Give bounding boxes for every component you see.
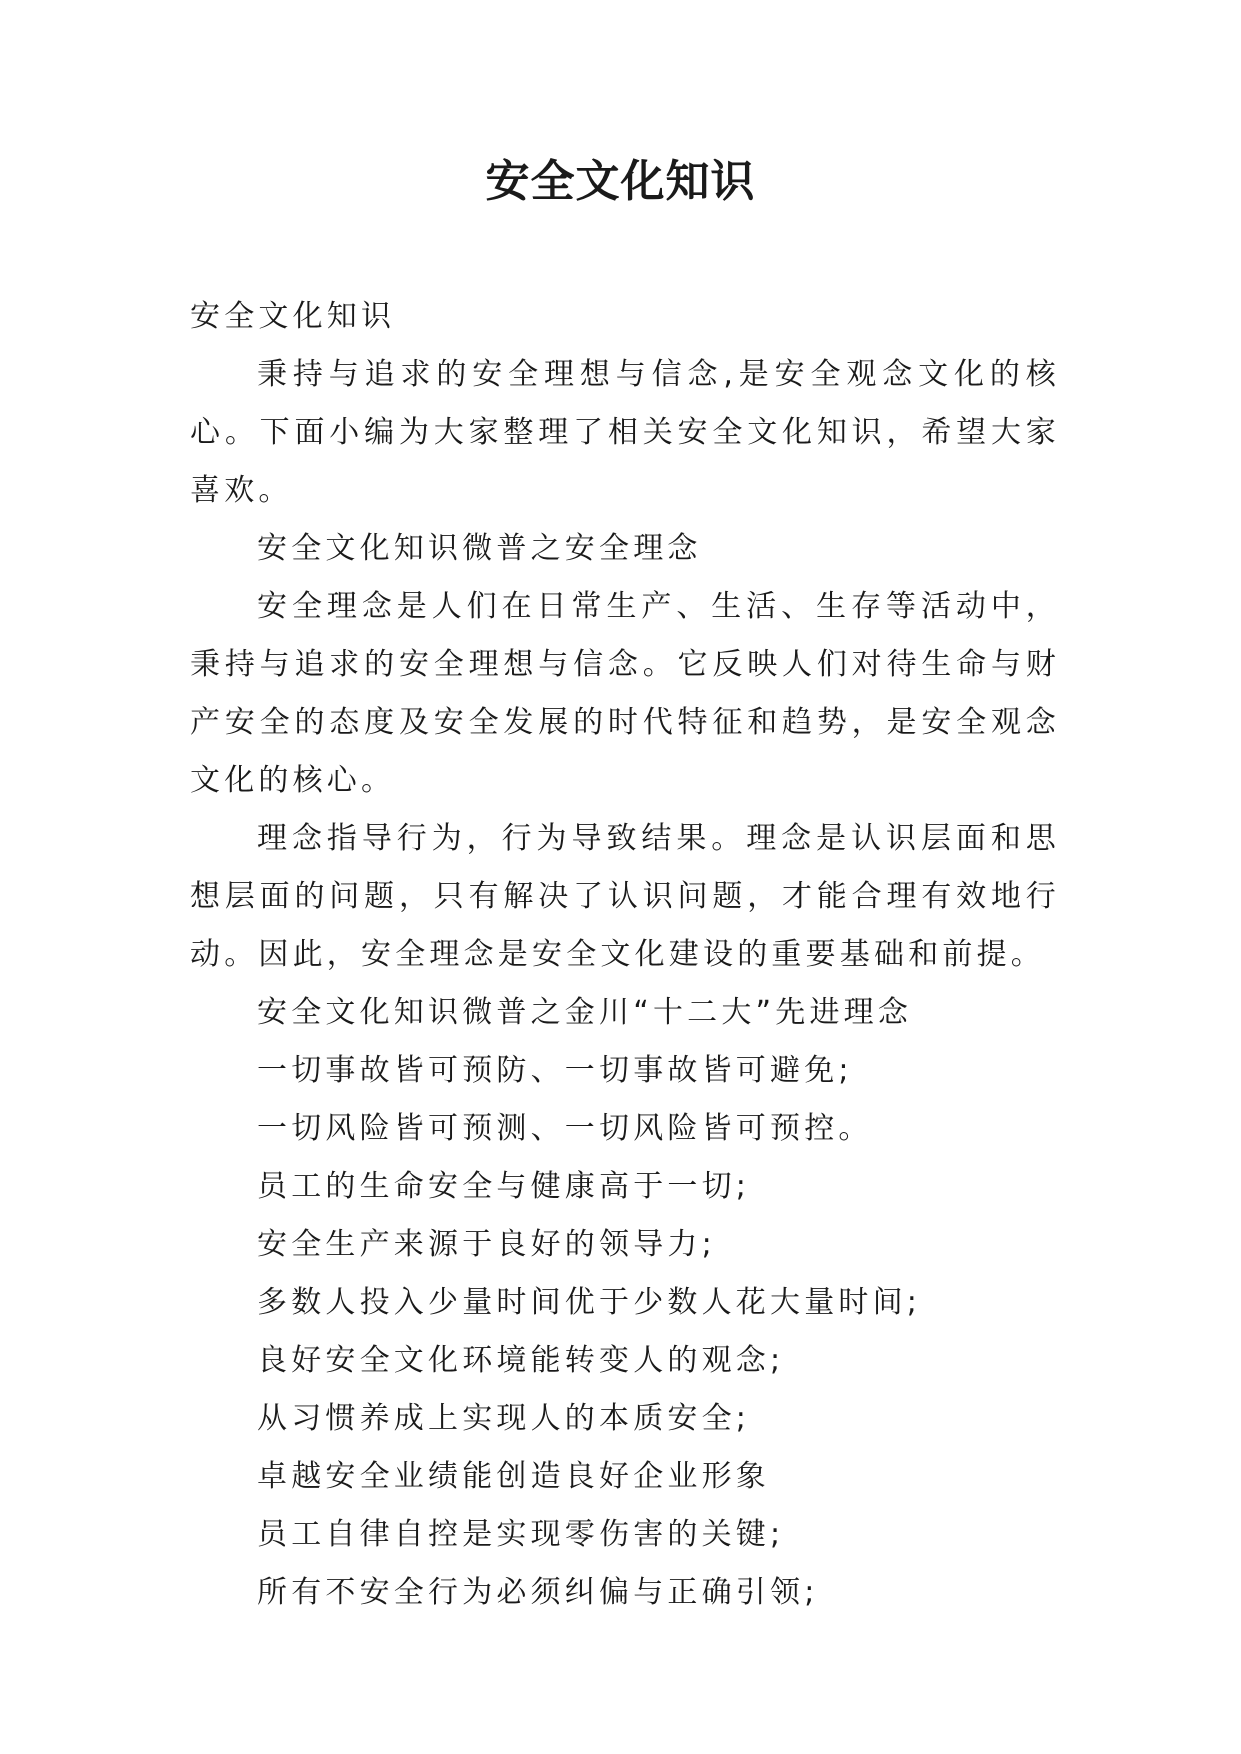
list-item: 良好安全文化环境能转变人的观念; bbox=[257, 1343, 785, 1378]
list-item: 安全生产来源于良好的领导力; bbox=[257, 1227, 716, 1262]
list-item: 卓越安全业绩能创造良好企业形象 bbox=[257, 1459, 770, 1494]
section-heading-twelve-concepts: 安全文化知识微普之金川“十二大”先进理念 bbox=[257, 995, 913, 1030]
paragraph-heading: 安全文化知识 bbox=[190, 299, 396, 334]
paragraph-intro: 秉持与追求的安全理想与信念,是安全观念文化的核心。下面小编为大家整理了相关安全文化知识，希望大家喜欢。 bbox=[190, 357, 1060, 508]
list-item: 一切风险皆可预测、一切风险皆可预控。 bbox=[257, 1111, 873, 1146]
list-item: 所有不安全行为必须纠偏与正确引领; bbox=[257, 1575, 819, 1610]
section-heading-safety-concept: 安全文化知识微普之安全理念 bbox=[257, 531, 702, 566]
document-body bbox=[190, 288, 1060, 1622]
list-item: 从习惯养成上实现人的本质安全; bbox=[257, 1401, 751, 1436]
paragraph-safety-concept: 安全理念是人们在日常生产、生活、生存等活动中，秉持与追求的安全理想与信念。它反映人们对待生命与财产安全的态度及安全发展的时代特征和趋势，是安全观念文化的核心。 bbox=[190, 589, 1060, 798]
paragraph-concept-guides-behavior: 理念指导行为，行为导致结果。理念是认识层面和思想层面的问题，只有解决了认识问题，才能合理有效地行动。因此，安全理念是安全文化建设的重要基础和前提。 bbox=[190, 821, 1060, 972]
document-title: 安全文化知识 bbox=[485, 156, 756, 207]
list-item: 员工的生命安全与健康高于一切; bbox=[257, 1169, 751, 1204]
list-item: 一切事故皆可预防、一切事故皆可避免; bbox=[257, 1053, 853, 1088]
list-item: 员工自律自控是实现零伤害的关键; bbox=[257, 1517, 785, 1552]
list-item: 多数人投入少量时间优于少数人花大量时间; bbox=[257, 1285, 922, 1320]
